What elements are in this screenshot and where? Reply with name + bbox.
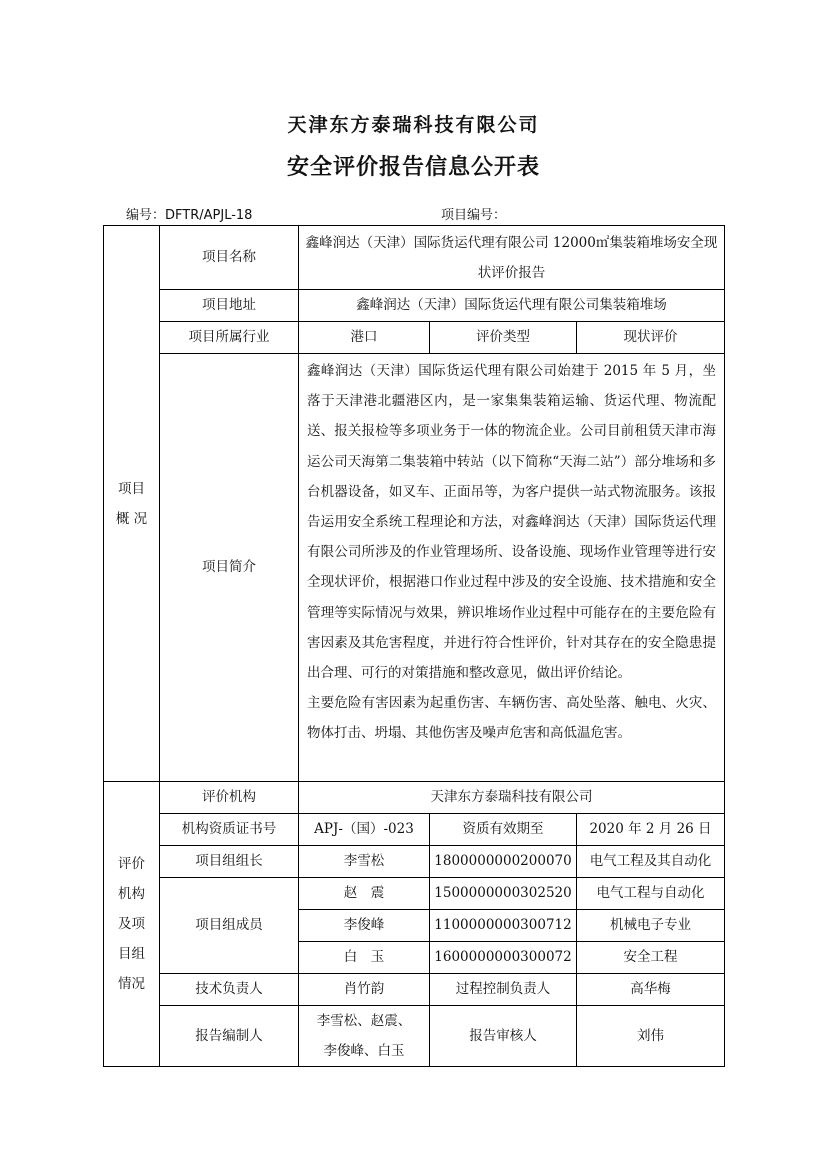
member-name: 白 玉	[299, 942, 430, 974]
project-number-label: 项目编号：	[441, 208, 507, 223]
project-name-label: 项目名称	[160, 226, 299, 290]
project-address-value: 鑫峰润达（天津）国际货运代理有限公司集装箱堆场	[299, 290, 725, 322]
serial-value: DFTR/APJL-18	[165, 208, 253, 223]
project-address-label: 项目地址	[160, 290, 299, 322]
author-value: 李雪松、赵震、 李俊峰、白玉	[299, 1006, 430, 1067]
info-table	[103, 225, 725, 1067]
company-name: 天津东方泰瑞科技有限公司	[287, 114, 540, 136]
industry-value: 港口	[299, 322, 430, 354]
serial-number	[126, 204, 252, 223]
member-id: 1600000000300072	[430, 942, 577, 974]
member-id: 1500000000302520	[430, 878, 577, 910]
reviewer-value: 刘伟	[577, 1006, 725, 1067]
intro-paragraph-1: 鑫峰润达（天津）国际货运代理有限公司始建于 2015 年 5 月，坐落于天津港北疆港区内，是一家集集装箱运输、货运代理、物流配送、报关报检等多项业务于一体的物流企业。公司目前租赁天津市海运公司天海第二集装箱中转站（以下简称“天海二站”）部分堆场和多台机器设备，如叉车、正面吊等，为客户提供一站式物流服务。该报告运用安全系统工程理论和方法，对鑫峰润达（天津）国际货运代理有限公司所涉及的作业管理场所、设备设施、现场作业管理等进行安全现状评价，根据港口作业过程中涉及的安全设施、技术措施和安全管理等实际情况与效果，辨识堆场作业过程中可能存在的主要危险有害因素及其危害程度，并进行符合性评价，针对其存在的安全隐患提出合理、可行的对策措施和整改意见，做出评价结论。	[307, 363, 717, 682]
tech-lead-value: 肖竹韵	[299, 974, 430, 1006]
project-name-value: 鑫峰润达（天津）国际货运代理有限公司 12000㎡集装箱堆场安全现状评价报告	[299, 226, 725, 290]
member-major: 安全工程	[577, 942, 725, 974]
cert-label: 机构资质证书号	[160, 814, 299, 846]
agency-value: 天津东方泰瑞科技有限公司	[299, 782, 725, 814]
serial-label: 编号：	[126, 208, 166, 223]
member-major: 电气工程与自动化	[577, 878, 725, 910]
eval-type-value: 现状评价	[577, 322, 725, 354]
cert-value: APJ-（国）-023	[299, 814, 430, 846]
member-name: 李俊峰	[299, 910, 430, 942]
leader-id: 1800000000200070	[430, 846, 577, 878]
intro-text	[299, 354, 725, 782]
intro-label: 项目简介	[160, 354, 299, 782]
leader-label: 项目组组长	[160, 846, 299, 878]
valid-value: 2020 年 2 月 26 日	[577, 814, 725, 846]
member-major: 机械电子专业	[577, 910, 725, 942]
eval-type-label: 评价类型	[430, 322, 577, 354]
tech-lead-label: 技术负责人	[160, 974, 299, 1006]
industry-label: 项目所属行业	[160, 322, 299, 354]
leader-name: 李雪松	[299, 846, 430, 878]
leader-major: 电气工程及其自动化	[577, 846, 725, 878]
intro-paragraph-2: 主要危险有害因素为起重伤害、车辆伤害、高处坠落、触电、火灾、物体打击、坍塌、其他伤害及噪声危害和高低温危害。	[307, 695, 717, 742]
member-id: 1100000000300712	[430, 910, 577, 942]
author-label: 报告编制人	[160, 1006, 299, 1067]
reviewer-label: 报告审核人	[430, 1006, 577, 1067]
overview-section-label: 项目 概 况	[104, 226, 160, 782]
member-name: 赵 震	[299, 878, 430, 910]
process-lead-value: 高华梅	[577, 974, 725, 1006]
agency-label: 评价机构	[160, 782, 299, 814]
members-label: 项目组成员	[160, 878, 299, 974]
process-lead-label: 过程控制负责人	[430, 974, 577, 1006]
document-title: 安全评价报告信息公开表	[286, 155, 540, 180]
valid-label: 资质有效期至	[430, 814, 577, 846]
agency-section-label: 评价 机构 及项 目组 情况	[104, 782, 160, 1067]
